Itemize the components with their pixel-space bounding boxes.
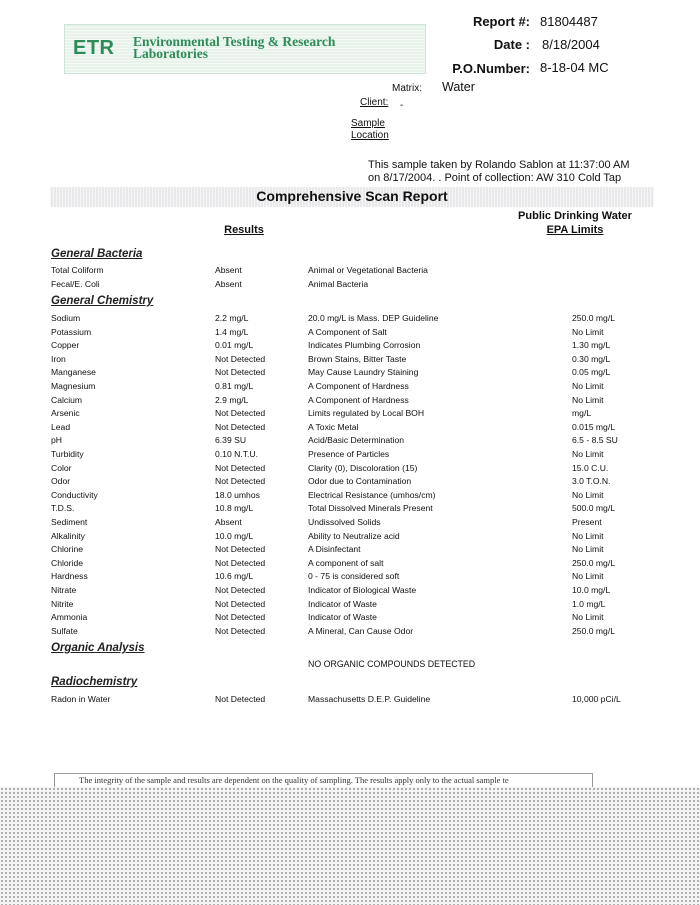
analyte-description: Indicates Plumbing Corrosion (308, 340, 421, 351)
client-value: - (400, 100, 404, 111)
analyte-description: Indicator of Waste (308, 612, 377, 623)
analyte-epa-limit: No Limit (572, 381, 604, 391)
analyte-description: A Disinfectant (308, 544, 361, 555)
analyte-epa-limit: No Limit (572, 571, 604, 582)
analyte-description: Indicator of Biological Waste (308, 585, 417, 595)
collection-note-line1: This sample taken by Rolando Sablon at 11:37:00 AM (368, 159, 630, 171)
table-row (0, 449, 700, 462)
analyte-name: Nitrate (51, 585, 77, 595)
analyte-name: Turbidity (51, 449, 84, 459)
analyte-result: 2.2 mg/L (215, 313, 249, 323)
matrix-value: Water (442, 80, 475, 94)
table-row (0, 313, 700, 326)
matrix-label: Matrix: (392, 83, 422, 94)
analyte-name: pH (51, 435, 62, 446)
sample-location-label-1: Sample (351, 118, 385, 129)
logo-lab-name (133, 36, 423, 60)
analyte-result: 1.4 mg/L (215, 326, 249, 337)
table-row (0, 571, 700, 584)
section-organic-analysis: Organic Analysis (51, 642, 145, 654)
analyte-epa-limit: 10.0 mg/L (572, 585, 611, 595)
analyte-description: A Component of Hardness (308, 381, 409, 391)
logo-abbreviation: ETR (73, 37, 115, 59)
table-row (0, 265, 700, 278)
results-column-header: Results (224, 224, 264, 236)
analyte-result: 10.6 mg/L (215, 571, 254, 582)
analyte-epa-limit: 250.0 mg/L (572, 557, 615, 568)
analyte-result: Not Detected (215, 408, 266, 419)
analyte-description: Electrical Resistance (umhos/cm) (308, 489, 436, 500)
etr-logo (64, 24, 426, 74)
analyte-result: Not Detected (215, 367, 266, 378)
analyte-description: Massachusetts D.E.P. Guideline (308, 694, 431, 704)
table-row (0, 408, 700, 421)
report-title-band (50, 187, 654, 207)
table-row (0, 503, 700, 516)
analyte-result: Not Detected (215, 544, 266, 555)
table-row (0, 340, 700, 353)
sample-location-label-2: Location (351, 130, 389, 141)
analyte-result: 0.01 mg/L (215, 340, 254, 351)
analyte-description: Limits regulated by Local BOH (308, 408, 425, 419)
analyte-description: A Component of Salt (308, 326, 387, 337)
report-number-label: Report #: (472, 14, 530, 29)
date-label: Date : (493, 37, 530, 52)
table-row (0, 694, 700, 707)
analyte-name: Arsenic (51, 408, 80, 419)
table-row (0, 354, 700, 367)
table-row (0, 327, 700, 340)
analyte-name: Chloride (51, 557, 84, 568)
analyte-result: Not Detected (215, 625, 266, 636)
analyte-description: May Cause Laundry Staining (308, 367, 419, 378)
analyte-name: Total Coliform (51, 265, 104, 275)
analyte-name: Ammonia (51, 612, 88, 623)
analyte-description: Brown Stains, Bitter Taste (308, 353, 407, 364)
analyte-result: Absent (215, 278, 242, 289)
analyte-epa-limit: No Limit (572, 326, 604, 337)
analyte-name: Manganese (51, 367, 96, 378)
analyte-epa-limit: No Limit (572, 489, 604, 500)
analyte-result: 2.9 mg/L (215, 394, 249, 405)
analyte-result: Not Detected (215, 353, 266, 364)
analyte-description: Animal or Vegetational Bacteria (308, 265, 428, 275)
analyte-description: 20.0 mg/L is Mass. DEP Guideline (308, 313, 439, 323)
table-row (0, 422, 700, 435)
analyte-epa-limit: Present (572, 517, 602, 527)
analyte-result: Not Detected (215, 476, 266, 487)
analyte-name: Sodium (51, 313, 81, 323)
analyte-name: Nitrite (51, 598, 74, 609)
analyte-name: T.D.S. (51, 503, 75, 514)
analyte-result: Not Detected (215, 585, 266, 595)
analyte-description: Indicator of Waste (308, 598, 377, 609)
analyte-name: Sulfate (51, 625, 78, 636)
analyte-name: Radon in Water (51, 694, 111, 704)
analyte-epa-limit: 500.0 mg/L (572, 503, 615, 514)
analyte-epa-limit: No Limit (572, 530, 604, 541)
analyte-description: Undissolved Solids (308, 517, 381, 527)
analyte-description: A Toxic Metal (308, 421, 359, 432)
analyte-description: A component of salt (308, 557, 384, 568)
analyte-result: 10.0 mg/L (215, 530, 254, 541)
analyte-name: Chlorine (51, 544, 84, 555)
analyte-description: Animal Bacteria (308, 278, 369, 289)
analyte-epa-limit: 6.5 - 8.5 SU (572, 435, 618, 446)
analyte-description: 0 - 75 is considered soft (308, 571, 400, 582)
analyte-name: Odor (51, 476, 71, 487)
collection-note-line2: on 8/17/2004. . Point of collection: AW 310 Cold Tap (368, 172, 622, 184)
table-row (0, 435, 700, 448)
analyte-result: 6.39 SU (215, 435, 247, 446)
analyte-result: Absent (215, 265, 242, 275)
analyte-name: Copper (51, 340, 80, 351)
analyte-name: Conductivity (51, 489, 98, 500)
analyte-epa-limit: No Limit (572, 612, 604, 623)
analyte-epa-limit: 3.0 T.O.N. (572, 476, 611, 487)
table-row (0, 558, 700, 571)
table-row (0, 585, 700, 598)
analyte-result: Not Detected (215, 421, 266, 432)
analyte-epa-limit: 0.05 mg/L (572, 367, 611, 378)
analyte-name: Magnesium (51, 381, 96, 391)
section-general-bacteria: General Bacteria (51, 248, 143, 260)
table-row (0, 612, 700, 625)
analyte-result: 0.81 mg/L (215, 381, 254, 391)
section-general-chemistry: General Chemistry (51, 295, 154, 307)
table-row (0, 381, 700, 394)
analyte-name: Color (51, 462, 72, 473)
table-row (0, 476, 700, 489)
analyte-name: Potassium (51, 326, 92, 337)
report-number-value: 81804487 (540, 14, 598, 29)
analyte-epa-limit: 0.015 mg/L (572, 421, 615, 432)
table-row (0, 531, 700, 544)
analyte-result: Not Detected (215, 612, 266, 623)
analyte-description: Clarity (0), Discoloration (15) (308, 462, 418, 473)
analyte-name: Calcium (51, 394, 83, 405)
table-row (0, 463, 700, 476)
analyte-description: Odor due to Contamination (308, 476, 412, 487)
analyte-description: Ability to Neutralize acid (308, 530, 400, 541)
table-row (0, 490, 700, 503)
logo-name-line2: Laboratories (133, 46, 208, 61)
analyte-description: A Mineral, Can Cause Odor (308, 625, 414, 636)
limits-column-header-line1: Public Drinking Water (518, 210, 632, 222)
table-row (0, 395, 700, 408)
po-number-value: 8-18-04 MC (540, 60, 609, 75)
analyte-result: Not Detected (215, 598, 266, 609)
analyte-epa-limit: No Limit (572, 394, 604, 405)
footer-disclaimer-box (54, 773, 593, 787)
analyte-result: Absent (215, 517, 242, 527)
analyte-result: 18.0 umhos (215, 489, 260, 500)
po-number-label: P.O.Number: (452, 61, 530, 76)
analyte-epa-limit: 1.0 mg/L (572, 598, 606, 609)
analyte-description: A Component of Hardness (308, 394, 409, 405)
table-row (0, 367, 700, 380)
analyte-epa-limit: 1.30 mg/L (572, 340, 611, 351)
analyte-name: Iron (51, 353, 66, 364)
analyte-epa-limit: 250.0 mg/L (572, 313, 615, 323)
analyte-name: Lead (51, 421, 71, 432)
analyte-epa-limit: No Limit (572, 449, 604, 459)
footer-disclaimer: The integrity of the sample and results are dependent on the quality of sampling. The results apply only to the actual sample te (79, 775, 509, 785)
analyte-epa-limit: 0.30 mg/L (572, 353, 611, 364)
date-value: 8/18/2004 (542, 37, 600, 52)
analyte-description: Acid/Basic Determination (308, 435, 405, 446)
analyte-name: Alkalinity (51, 530, 85, 541)
analyte-epa-limit: No Limit (572, 544, 604, 555)
analyte-epa-limit: 250.0 mg/L (572, 625, 615, 636)
limits-column-header-line2: EPA Limits (546, 224, 604, 236)
table-row (0, 599, 700, 612)
analyte-name: Fecal/E. Coli (51, 278, 100, 289)
table-row (0, 279, 700, 292)
scan-dither-pattern (0, 787, 700, 905)
table-row (0, 517, 700, 530)
table-row (0, 626, 700, 639)
table-row (0, 544, 700, 557)
logo-name-line1: Environmental Testing & Research (133, 34, 336, 49)
analyte-description: Total Dissolved Minerals Present (308, 503, 433, 514)
analyte-result: Not Detected (215, 557, 266, 568)
analyte-name: Hardness (51, 571, 88, 582)
analyte-description: Presence of Particles (308, 449, 390, 459)
client-label: Client: (360, 97, 389, 108)
analyte-epa-limit: 15.0 C.U. (572, 462, 609, 473)
analyte-name: Sediment (51, 517, 88, 527)
section-radiochemistry: Radiochemistry (51, 676, 138, 688)
analyte-result: Not Detected (215, 694, 266, 704)
analyte-epa-limit: 10,000 pCi/L (572, 694, 621, 704)
organic-result: NO ORGANIC COMPOUNDS DETECTED (308, 659, 476, 669)
analyte-result: 10.8 mg/L (215, 503, 254, 514)
analyte-epa-limit: mg/L (572, 408, 592, 419)
analyte-result: 0.10 N.T.U. (215, 449, 258, 459)
report-title: Comprehensive Scan Report (256, 188, 448, 204)
analyte-result: Not Detected (215, 462, 266, 473)
